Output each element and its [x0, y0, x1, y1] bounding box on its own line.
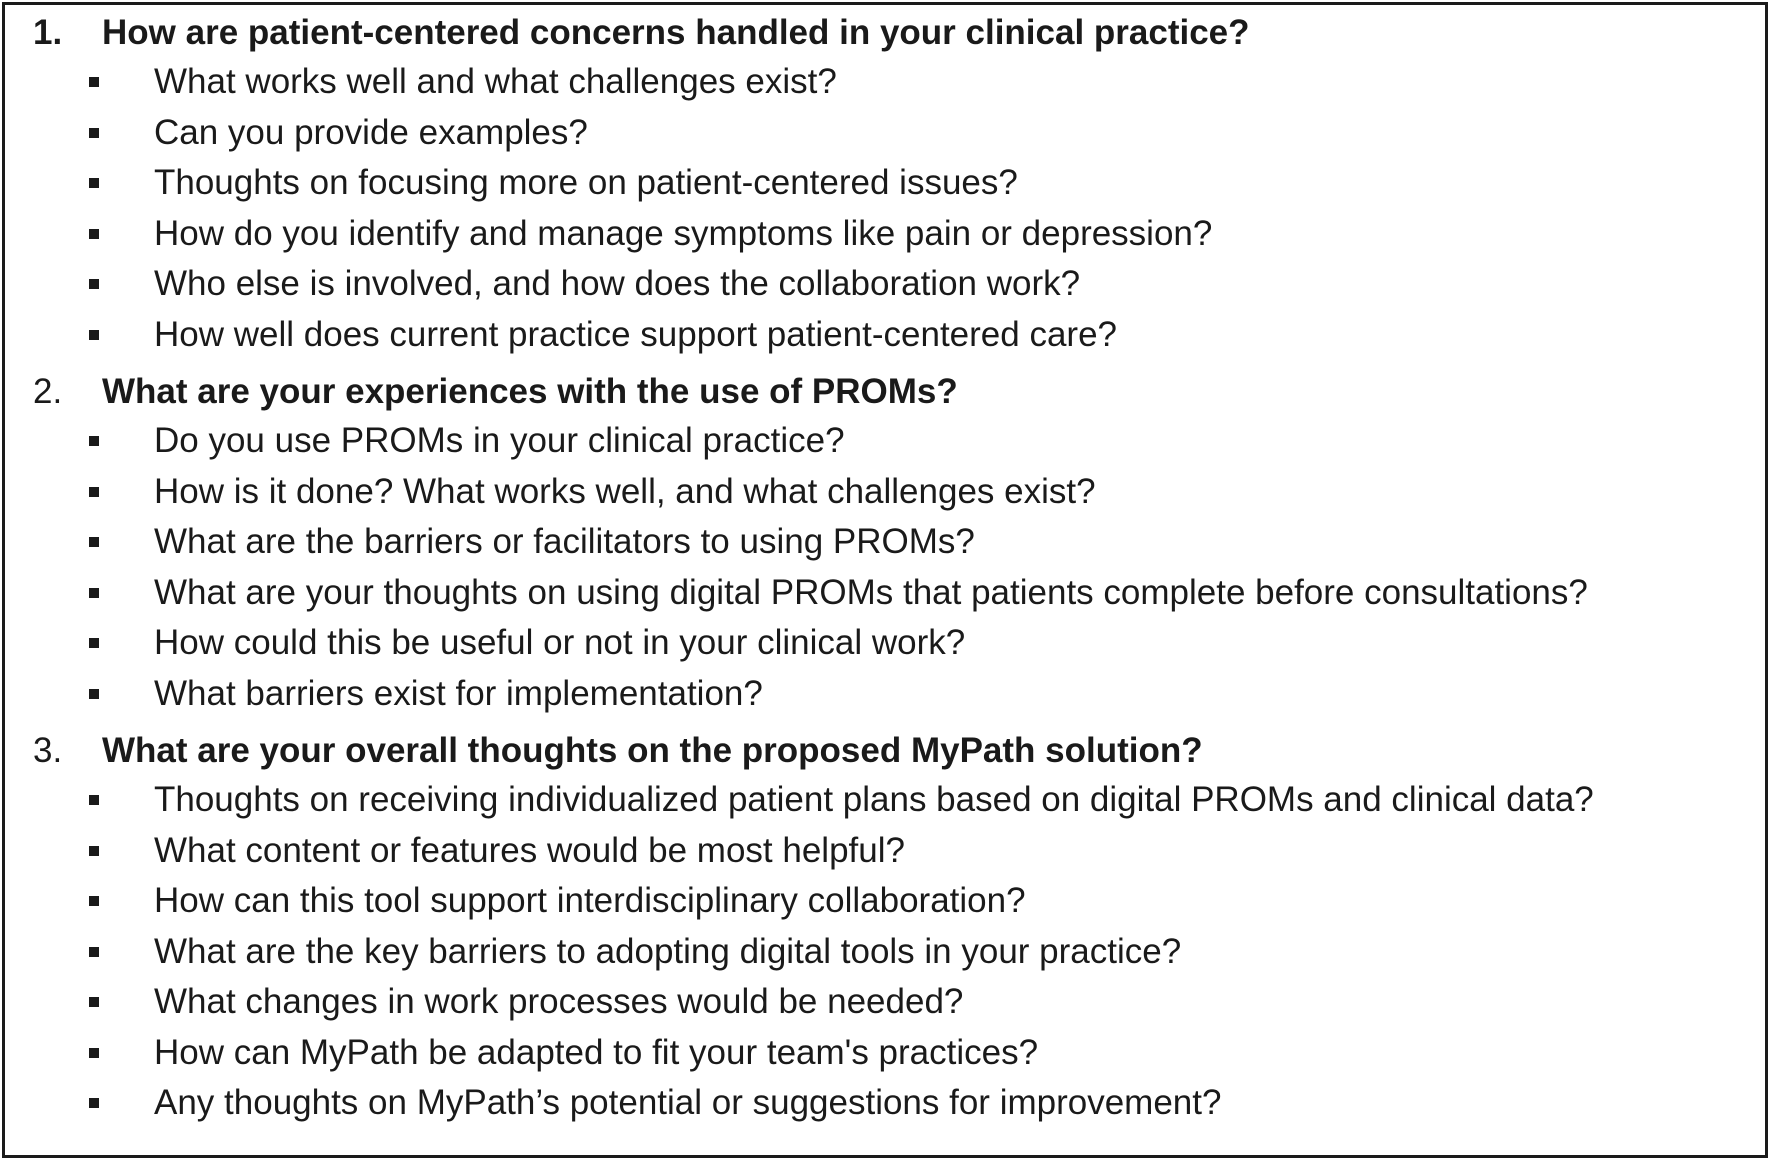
sub-question-text: What barriers exist for implementation? — [154, 673, 763, 713]
sub-question — [5, 826, 1765, 877]
sub-question — [5, 158, 1765, 209]
sub-question — [5, 467, 1765, 518]
question-text: How are patient-centered concerns handled in your clinical practice? — [102, 13, 1250, 52]
square-bullet-icon — [89, 436, 99, 446]
question-list — [5, 9, 1765, 1137]
sub-question-text: Thoughts on receiving individualized patient plans based on digital PROMs and clinical data? — [154, 780, 1594, 819]
sub-question-text: What works well and what challenges exist? — [154, 62, 837, 101]
question-number: 1. — [33, 13, 63, 52]
square-bullet-icon — [89, 795, 99, 805]
sub-question — [5, 57, 1765, 108]
question-1 — [5, 9, 1765, 360]
sub-question-text: What are the barriers or facilitators to using PROMs? — [154, 522, 975, 561]
sub-question — [5, 517, 1765, 568]
square-bullet-icon — [89, 178, 99, 188]
sub-question — [5, 568, 1765, 619]
square-bullet-icon — [89, 638, 99, 648]
sub-question-text: What content or features would be most helpful? — [154, 830, 905, 870]
question-3 — [5, 727, 1765, 1129]
sub-question-text: What changes in work processes would be needed? — [154, 982, 964, 1021]
sub-question — [5, 416, 1765, 467]
question-text: What are your experiences with the use of PROMs? — [102, 372, 958, 411]
sub-question — [5, 669, 1765, 720]
question-2-heading — [5, 368, 1765, 416]
question-1-heading — [5, 9, 1765, 57]
question-3-heading — [5, 727, 1765, 775]
square-bullet-icon — [89, 947, 99, 957]
square-bullet-icon — [89, 537, 99, 547]
sub-question — [5, 209, 1765, 260]
sub-question — [5, 876, 1765, 927]
sub-question-text: What are the key barriers to adopting digital tools in your practice? — [154, 931, 1182, 971]
square-bullet-icon — [89, 588, 99, 598]
sub-question-text: How can MyPath be adapted to fit your team's practices? — [154, 1032, 1039, 1072]
square-bullet-icon — [89, 279, 99, 289]
sub-question-text: How can this tool support interdisciplinary collaboration? — [154, 881, 1026, 920]
sub-question-text: Any thoughts on MyPath’s potential or suggestions for improvement? — [154, 1083, 1222, 1122]
question-number: 2. — [33, 372, 63, 411]
sub-question-text: How do you identify and manage symptoms like pain or depression? — [154, 213, 1213, 253]
square-bullet-icon — [89, 846, 99, 856]
sub-question-list — [5, 57, 1765, 360]
sub-question — [5, 927, 1765, 978]
sub-question — [5, 775, 1765, 826]
square-bullet-icon — [89, 128, 99, 138]
square-bullet-icon — [89, 1098, 99, 1108]
sub-question — [5, 977, 1765, 1028]
sub-question-list — [5, 775, 1765, 1129]
sub-question — [5, 310, 1765, 361]
question-guide-frame — [2, 2, 1768, 1158]
question-text: What are your overall thoughts on the proposed MyPath solution? — [102, 731, 1203, 770]
square-bullet-icon — [89, 896, 99, 906]
sub-question-text: Thoughts on focusing more on patient-centered issues? — [154, 163, 1018, 202]
sub-question-list — [5, 416, 1765, 719]
question-number: 3. — [33, 731, 63, 770]
square-bullet-icon — [89, 77, 99, 87]
square-bullet-icon — [89, 330, 99, 340]
square-bullet-icon — [89, 1048, 99, 1058]
square-bullet-icon — [89, 689, 99, 699]
sub-question-text: Can you provide examples? — [154, 112, 588, 152]
sub-question-text: How well does current practice support patient-centered care? — [154, 314, 1117, 354]
square-bullet-icon — [89, 487, 99, 497]
sub-question-text: What are your thoughts on using digital PROMs that patients complete before consultations? — [154, 572, 1588, 612]
sub-question-text: How is it done? What works well, and what challenges exist? — [154, 471, 1096, 511]
sub-question — [5, 618, 1765, 669]
sub-question — [5, 259, 1765, 310]
square-bullet-icon — [89, 229, 99, 239]
sub-question-text: How could this be useful or not in your clinical work? — [154, 623, 966, 662]
square-bullet-icon — [89, 997, 99, 1007]
sub-question — [5, 108, 1765, 159]
sub-question-text: Who else is involved, and how does the collaboration work? — [154, 264, 1081, 303]
sub-question — [5, 1028, 1765, 1079]
sub-question — [5, 1078, 1765, 1129]
question-2 — [5, 368, 1765, 719]
sub-question-text: Do you use PROMs in your clinical practice? — [154, 421, 845, 460]
